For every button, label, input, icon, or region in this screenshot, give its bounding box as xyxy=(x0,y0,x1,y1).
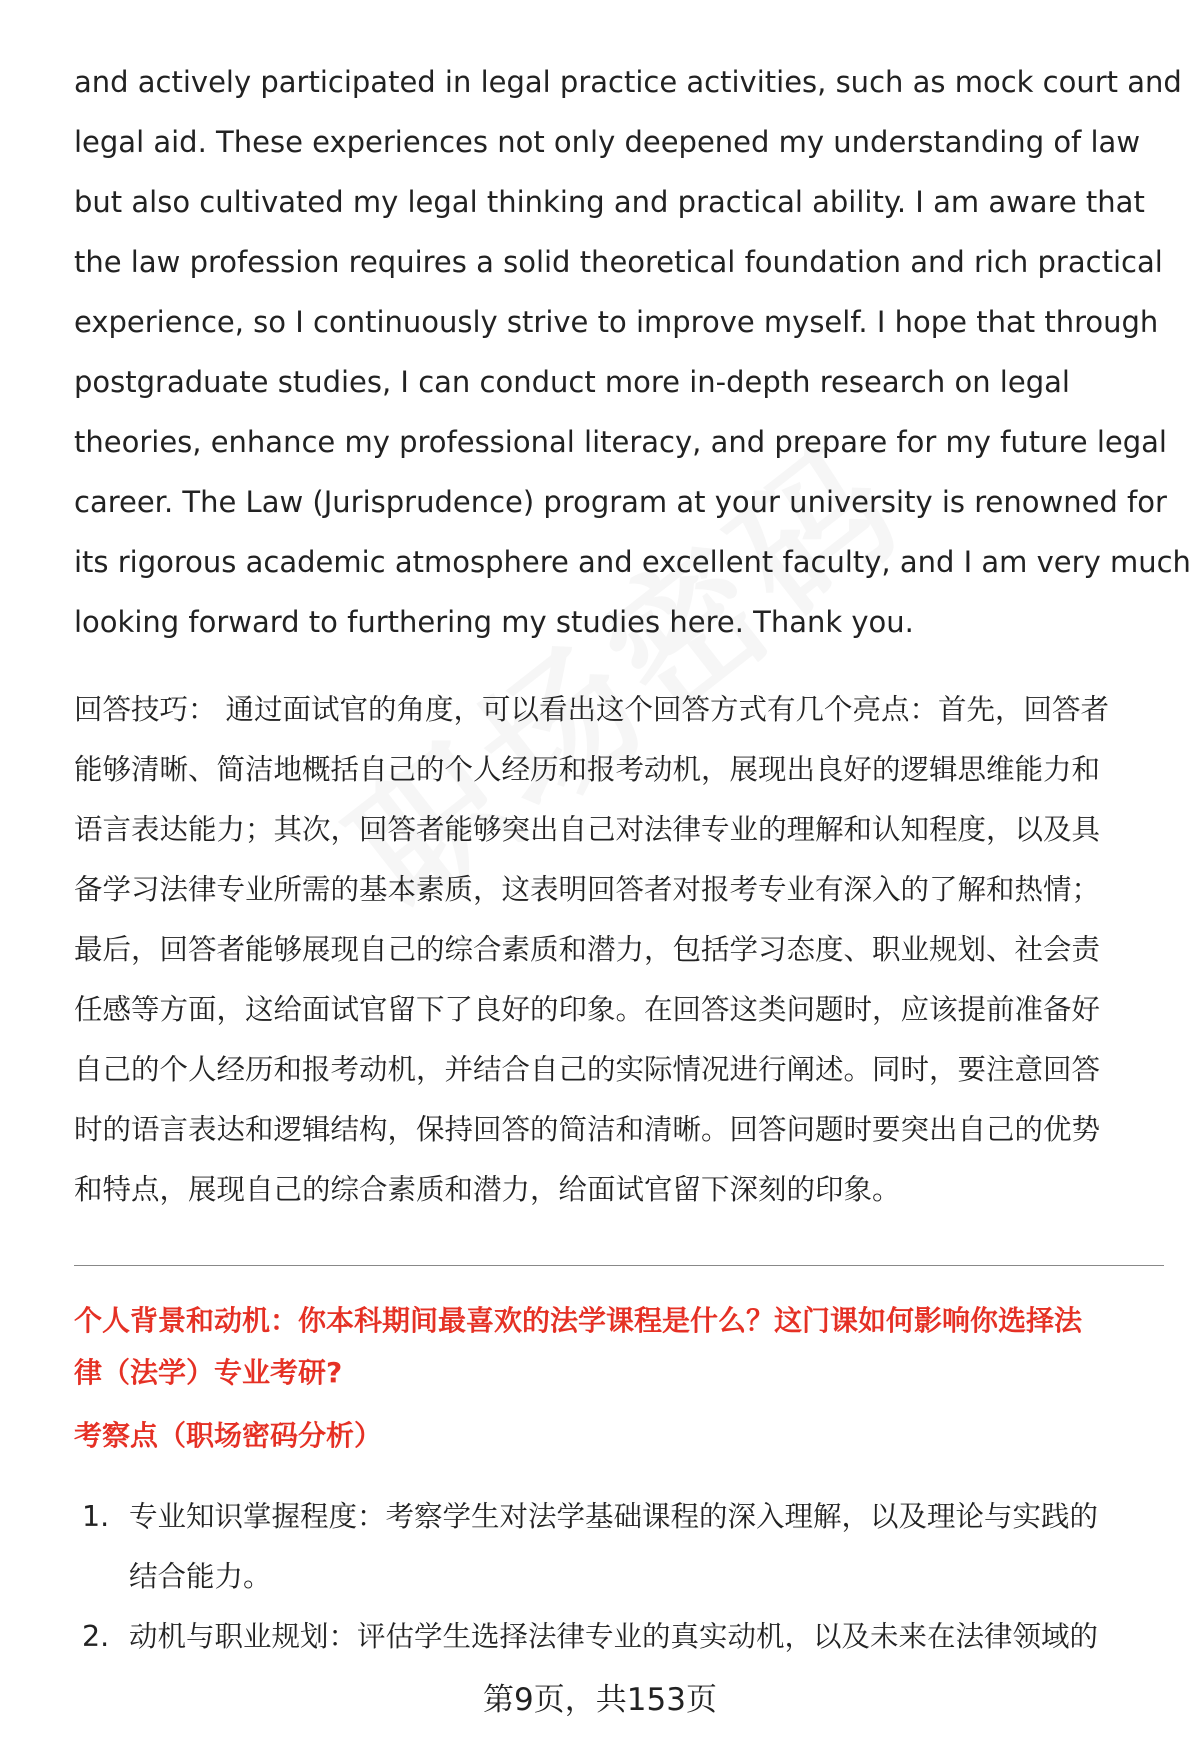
paragraph-line: 回答技巧： 通过面试官的角度，可以看出这个回答方式有几个亮点：首先，回答者 xyxy=(74,693,1110,726)
page-number-footer: 第9页，共153页 xyxy=(483,1682,717,1718)
paragraph-line: postgraduate studies, I can conduct more in-depth research on legal xyxy=(74,365,1070,399)
list-item-line: 结合能力。 xyxy=(129,1560,272,1593)
list-item xyxy=(74,1607,1164,1667)
paragraph-line: 时的语言表达和逻辑结构，保持回答的简洁和清晰。回答问题时要突出自己的优势 xyxy=(74,1113,1101,1146)
paragraph-line: its rigorous academic atmosphere and excellent faculty, and I am very much xyxy=(74,545,1191,579)
section-title: 考察点（职场密码分析） xyxy=(74,1419,383,1452)
paragraph-line: the law profession requires a solid theoretical foundation and rich practical xyxy=(74,245,1163,279)
paragraph-line: 备学习法律专业所需的基本素质，这表明回答者对报考专业有深入的了解和热情； xyxy=(74,873,1101,906)
paragraph-line: looking forward to furthering my studies here. Thank you. xyxy=(74,605,914,639)
list-item-line: 专业知识掌握程度：考察学生对法学基础课程的深入理解，以及理论与实践的 xyxy=(129,1500,1099,1533)
paragraph-line: 最后，回答者能够展现自己的综合素质和潜力，包括学习态度、职业规划、社会责 xyxy=(74,933,1101,966)
paragraph-line: legal aid. These experiences not only deepened my understanding of law xyxy=(74,125,1141,159)
list-item xyxy=(74,1487,1164,1607)
assessment-point-list xyxy=(74,1487,1164,1667)
english-answer-paragraph xyxy=(74,52,1191,652)
question-heading xyxy=(74,1295,1164,1399)
question-line: 个人背景和动机：你本科期间最喜欢的法学课程是什么？这门课如何影响你选择法 xyxy=(74,1304,1083,1337)
paragraph-line: experience, so I continuously strive to improve myself. I hope that through xyxy=(74,305,1159,339)
paragraph-line: and actively participated in legal practice activities, such as mock court and xyxy=(74,65,1182,99)
list-item-number: 1. xyxy=(82,1500,110,1533)
paragraph-line: 任感等方面，这给面试官留下了良好的印象。在回答这类问题时，应该提前准备好 xyxy=(74,993,1101,1026)
paragraph-line: 能够清晰、简洁地概括自己的个人经历和报考动机，展现出良好的逻辑思维能力和 xyxy=(74,753,1101,786)
answer-tips-paragraph xyxy=(74,680,1164,1220)
paragraph-line: career. The Law (Jurisprudence) program at your university is renowned for xyxy=(74,485,1167,519)
paragraph-line: 语言表达能力；其次，回答者能够突出自己对法律专业的理解和认知程度，以及具 xyxy=(74,813,1101,846)
question-line: 律（法学）专业考研? xyxy=(74,1356,343,1389)
paragraph-line: but also cultivated my legal thinking and practical ability. I am aware that xyxy=(74,185,1145,219)
paragraph-line: 自己的个人经历和报考动机，并结合自己的实际情况进行阐述。同时，要注意回答 xyxy=(74,1053,1101,1086)
list-item-number: 2. xyxy=(82,1620,110,1653)
paragraph-line: theories, enhance my professional literacy, and prepare for my future legal xyxy=(74,425,1167,459)
paragraph-line: 和特点，展现自己的综合素质和潜力，给面试官留下深刻的印象。 xyxy=(74,1173,901,1206)
section-divider xyxy=(74,1265,1164,1266)
list-item-line: 动机与职业规划：评估学生选择法律专业的真实动机，以及未来在法律领域的 xyxy=(129,1620,1099,1653)
